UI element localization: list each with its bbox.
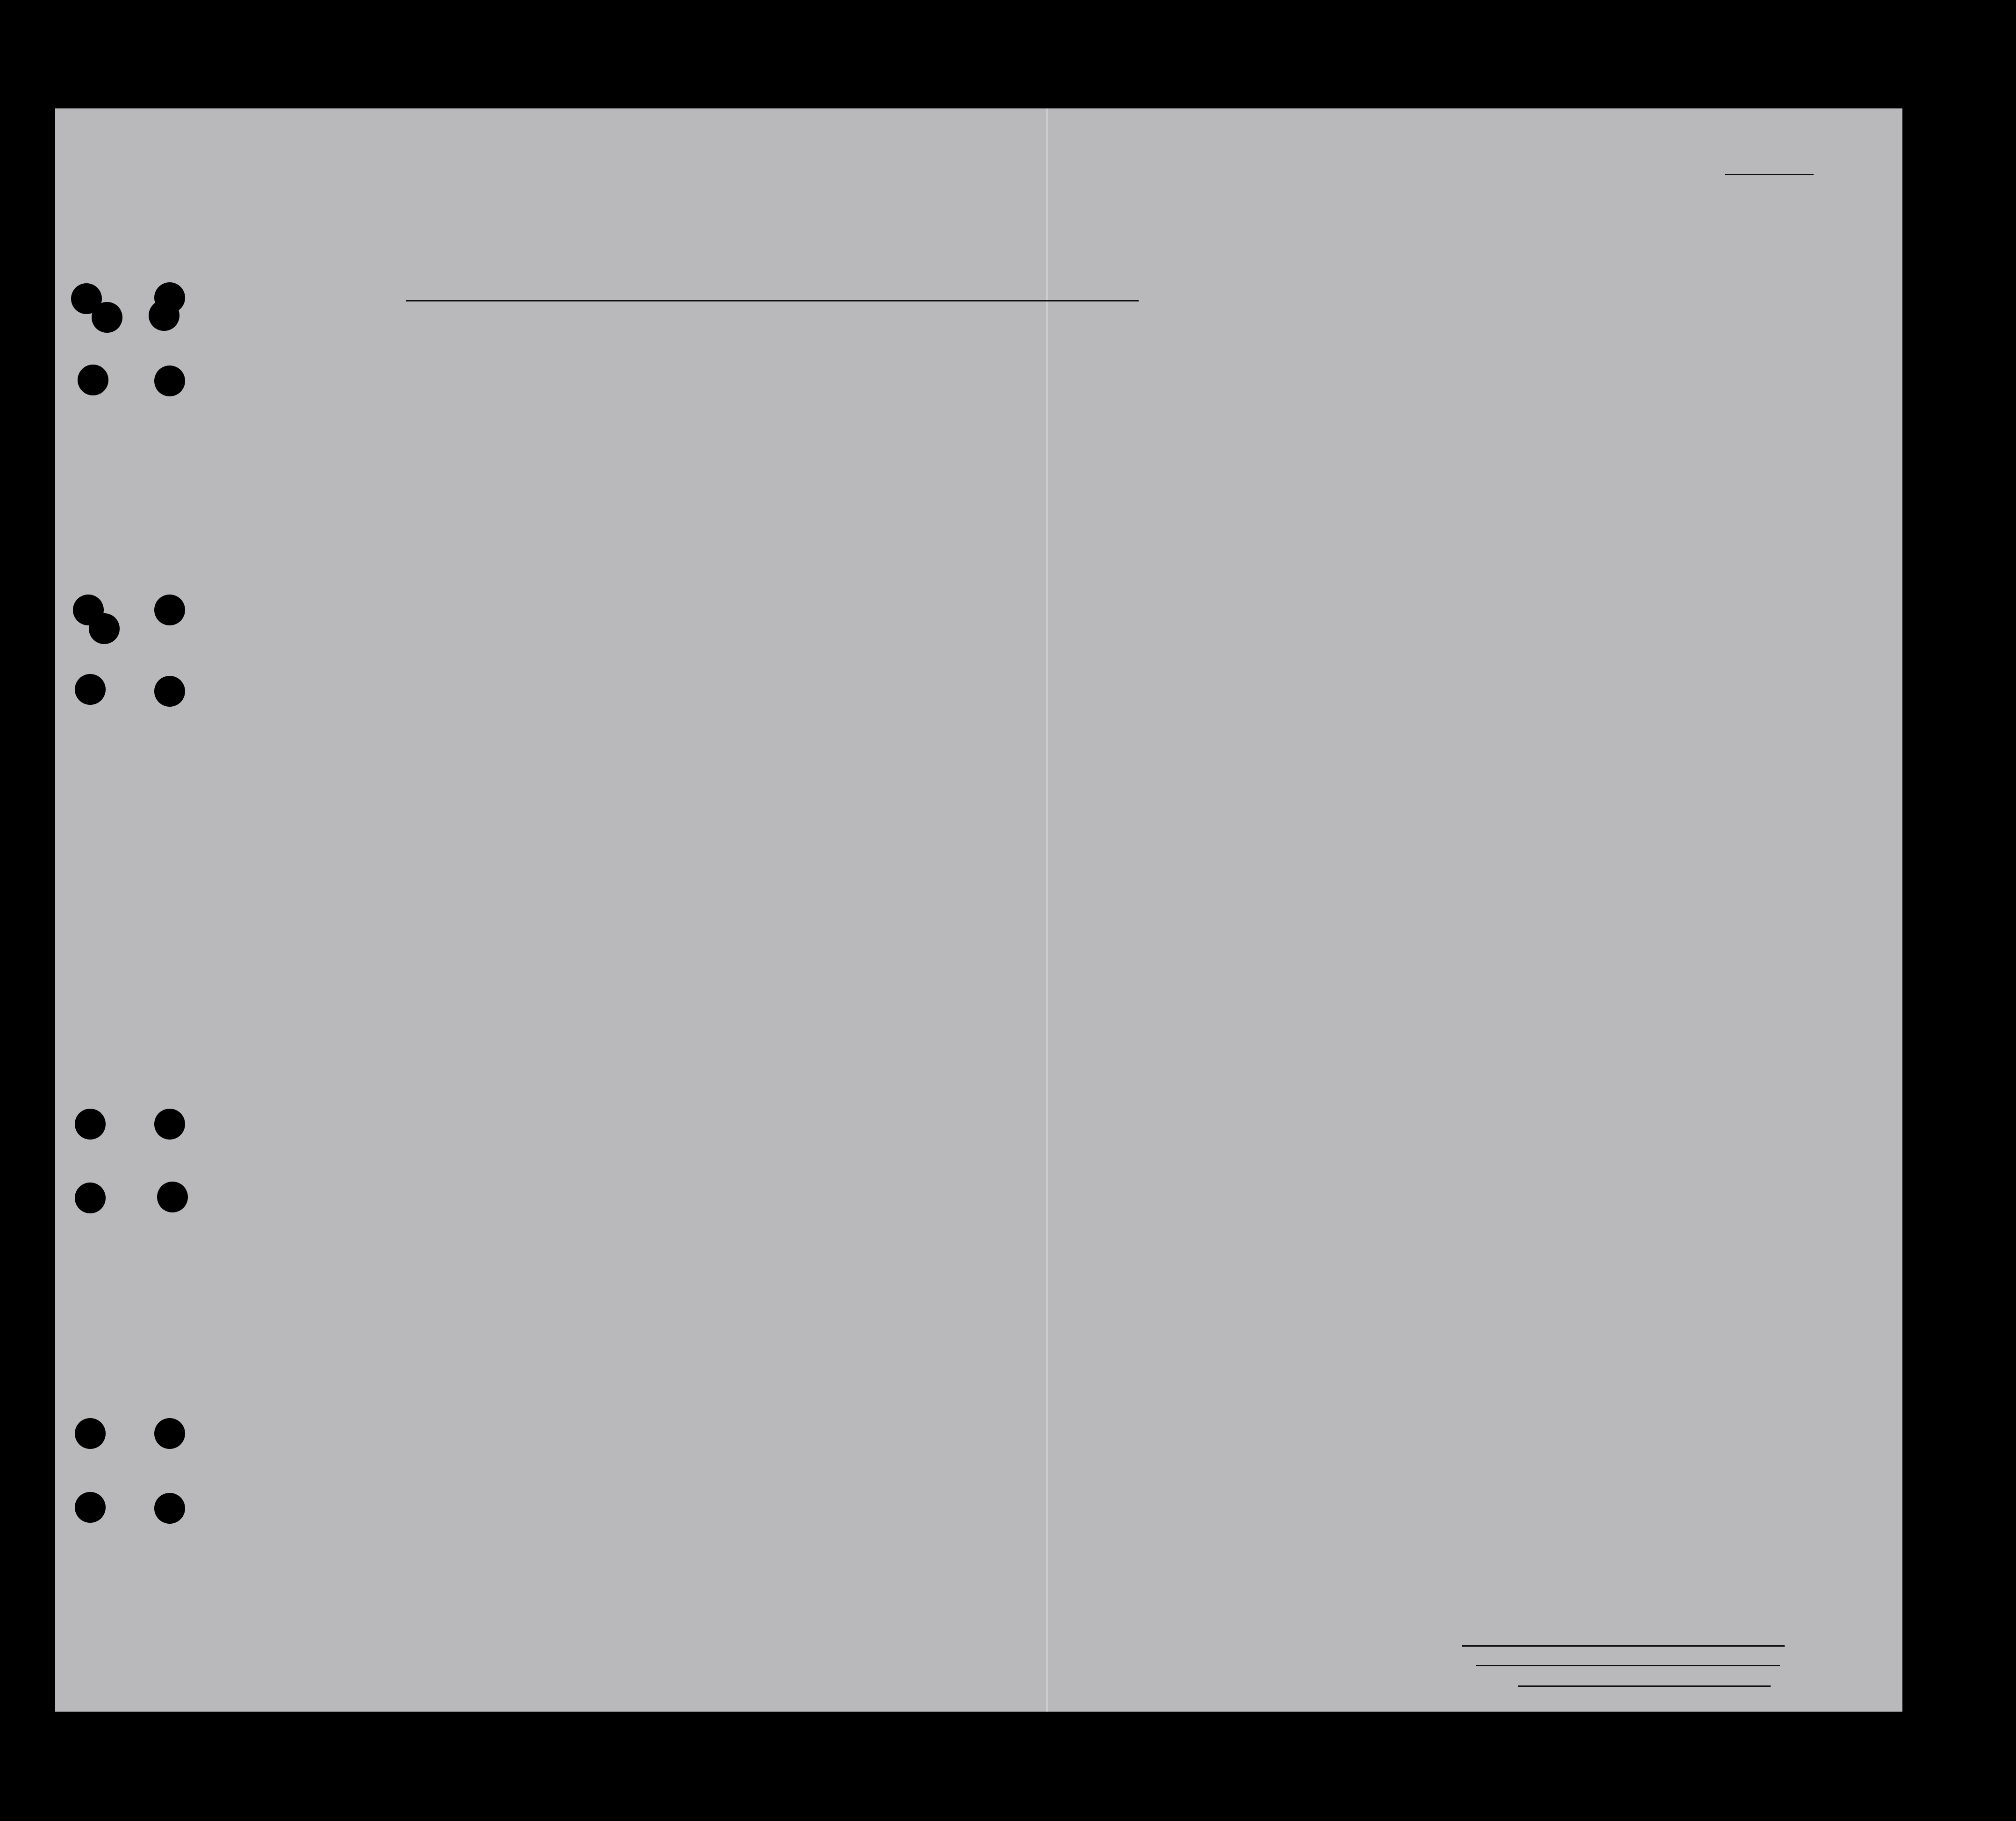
line-underline	[1462, 1645, 1785, 1647]
hdr-31	[1422, 378, 1432, 495]
hdr-29	[1374, 378, 1385, 495]
hdr-inches	[1619, 408, 1630, 459]
hdr-feet	[1598, 408, 1609, 459]
hdr-polygamist	[1277, 379, 1289, 495]
owners-underline	[1476, 1665, 1780, 1666]
hdr-24b	[1202, 378, 1212, 495]
hdr-ticket	[650, 367, 664, 498]
hdr-25	[1256, 378, 1267, 495]
agents-underline	[1518, 1685, 1771, 1687]
manifest-grid	[55, 108, 1902, 1712]
hdr-30	[1401, 378, 1412, 495]
hdr-possession-50	[762, 367, 776, 498]
hdr-24c	[1239, 378, 1249, 495]
hdr-anarchist	[1301, 379, 1313, 495]
hdr-28	[1332, 378, 1342, 495]
manifest-sheet	[55, 108, 1902, 1712]
hdr-24a	[1167, 378, 1177, 495]
